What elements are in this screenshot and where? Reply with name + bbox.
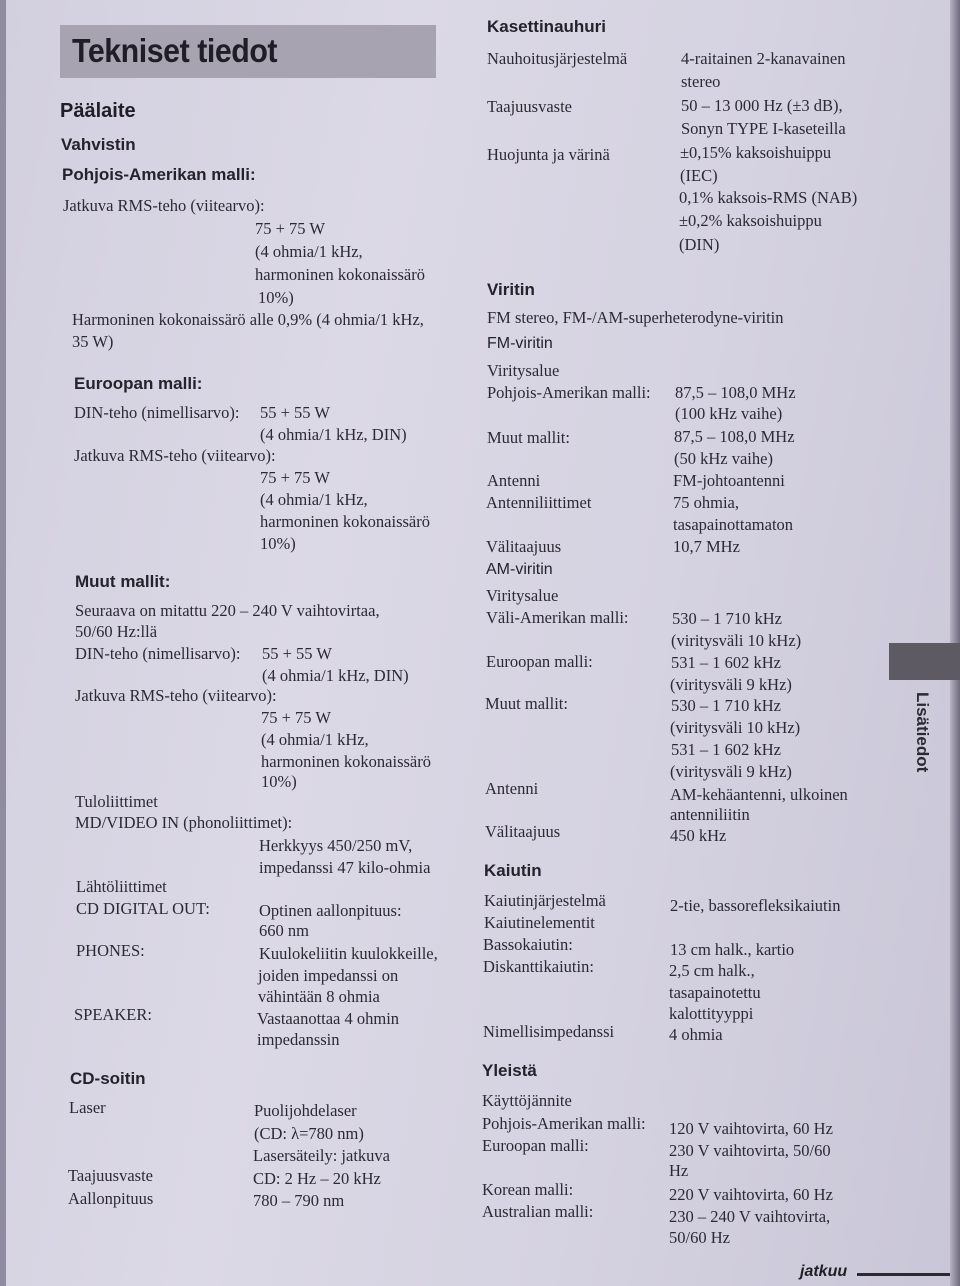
spec-value: 0,1% kaksois-RMS (NAB)	[679, 188, 858, 207]
spec-value: vähintään 8 ohmia	[258, 987, 380, 1006]
spec-label: Aallonpituus	[68, 1189, 154, 1208]
spec-value: kalottityyppi	[669, 1004, 754, 1023]
spec-label: Laser	[69, 1098, 106, 1117]
spec-label: Antenni	[487, 471, 541, 490]
spec-value: Lasersäteily: jatkuva	[253, 1146, 390, 1165]
spec-label: Pohjois-Amerikan malli:	[482, 1114, 646, 1133]
spec-label: Taajuusvaste	[68, 1166, 153, 1185]
spec-label: Muut mallit:	[485, 694, 568, 713]
heading-cd-player: CD-soitin	[70, 1069, 146, 1088]
spec-value: 87,5 – 108,0 MHz	[674, 427, 795, 446]
page-title: Tekniset tiedot	[72, 32, 278, 69]
spec-value: Kuulokeliitin kuulokkeille,	[259, 944, 438, 963]
spec-value: 50 – 13 000 Hz (±3 dB),	[681, 96, 843, 115]
spec-label: Viritysalue	[486, 586, 559, 605]
spec-value: (IEC)	[680, 166, 718, 185]
spec-label: Jatkuva RMS-teho (viitearvo):	[63, 196, 265, 215]
heading-paalaite: Päälaite	[60, 100, 136, 122]
spec-label: Huojunta ja värinä	[487, 145, 610, 164]
spec-value: 75 ohmia,	[673, 493, 739, 512]
spec-label: Tuloliittimet	[75, 792, 158, 811]
spec-value: 4 ohmia	[669, 1025, 723, 1044]
spec-value: 4-raitainen 2-kanavainen	[681, 49, 846, 68]
spec-value: stereo	[681, 72, 721, 91]
spec-value: Sonyn TYPE I-kaseteilla	[681, 119, 846, 138]
spec-value: 530 – 1 710 kHz	[671, 696, 781, 715]
spec-label: Kaiutinjärjestelmä	[484, 891, 606, 910]
spec-value: 10%)	[258, 288, 294, 307]
spec-label: DIN-teho (nimellisarvo):	[75, 644, 241, 663]
spec-value: 660 nm	[259, 921, 309, 940]
spec-value: 75 + 75 W	[261, 708, 331, 727]
spec-value: 120 V vaihtovirta, 60 Hz	[669, 1119, 833, 1138]
spec-value: 75 + 75 W	[260, 468, 330, 487]
spec-value: 10,7 MHz	[673, 537, 740, 556]
spec-label: Nimellisimpedanssi	[483, 1022, 615, 1041]
spec-label: Antenniliittimet	[486, 493, 592, 512]
spec-value: impedanssi 47 kilo-ohmia	[259, 858, 431, 877]
spec-note: Harmoninen kokonaissärö alle 0,9% (4 ohmia/1 kHz,	[72, 310, 424, 329]
side-tab-marker	[889, 643, 960, 680]
spec-value: 2,5 cm halk.,	[669, 961, 755, 980]
spec-label: Muut mallit:	[487, 428, 570, 447]
side-tab-label: Lisätiedot	[913, 692, 932, 773]
heading-cassette: Kasettinauhuri	[487, 17, 607, 36]
spec-label: Diskanttikaiutin:	[483, 957, 594, 976]
spec-label: Jatkuva RMS-teho (viitearvo):	[74, 446, 276, 465]
spec-label: Pohjois-Amerikan malli:	[487, 383, 651, 402]
spec-value: (viritysväli 10 kHz)	[670, 718, 801, 737]
spec-label: Jatkuva RMS-teho (viitearvo):	[75, 686, 277, 705]
spec-label: Antenni	[485, 779, 539, 798]
spec-value: (4 ohmia/1 kHz,	[255, 242, 363, 261]
heading-other-models: Muut mallit:	[75, 572, 171, 591]
spec-label: Euroopan malli:	[486, 652, 593, 671]
spec-value: 10%)	[261, 772, 297, 791]
spec-value: 13 cm halk., kartio	[670, 940, 795, 959]
spec-label: Euroopan malli:	[482, 1136, 589, 1155]
heading-eu-model: Euroopan malli:	[74, 374, 203, 393]
heading-fm: FM-viritin	[487, 335, 553, 352]
spec-label: Bassokaiutin:	[483, 935, 573, 954]
spec-label: Viritysalue	[487, 361, 560, 380]
spec-value: 780 – 790 nm	[253, 1191, 345, 1210]
heading-tuner: Viritin	[487, 280, 535, 299]
continued-rule	[857, 1273, 950, 1276]
spec-label: Välitaajuus	[485, 822, 561, 841]
spec-value: 220 V vaihtovirta, 60 Hz	[669, 1185, 833, 1204]
continued-label: jatkuu	[800, 1263, 848, 1280]
spec-value: (viritysväli 9 kHz)	[670, 675, 792, 694]
spec-value: impedanssin	[257, 1030, 340, 1049]
spec-label: MD/VIDEO IN (phonoliittimet):	[75, 813, 293, 832]
spec-note: FM stereo, FM-/AM-superheterodyne-viritin	[487, 308, 784, 327]
spec-value: AM-kehäantenni, ulkoinen	[670, 785, 848, 804]
spec-value: 50/60 Hz	[669, 1228, 730, 1247]
spec-label: Väli-Amerikan malli:	[486, 608, 629, 627]
spec-label: Nauhoitusjärjestelmä	[487, 49, 628, 68]
spec-label: Australian malli:	[482, 1202, 594, 1221]
spec-value: (DIN)	[679, 235, 720, 254]
spec-value: Optinen aallonpituus:	[259, 901, 402, 920]
spec-value: joiden impedanssi on	[258, 966, 399, 985]
spec-value: 10%)	[260, 534, 296, 553]
spec-value: harmoninen kokonaissärö	[255, 265, 426, 284]
spec-value: 230 – 240 V vaihtovirta,	[669, 1207, 831, 1226]
spec-value: FM-johtoantenni	[673, 471, 785, 490]
heading-vahvistin: Vahvistin	[61, 135, 136, 154]
spec-value: (100 kHz vaihe)	[675, 404, 783, 423]
spec-value: (4 ohmia/1 kHz,	[261, 730, 369, 749]
spec-value: Vastaanottaa 4 ohmin	[257, 1009, 400, 1028]
spec-value: Hz	[669, 1161, 689, 1180]
spec-value: (viritysväli 9 kHz)	[670, 762, 792, 781]
spec-value: Herkkyys 450/250 mV,	[259, 836, 413, 855]
heading-na-model: Pohjois-Amerikan malli:	[62, 165, 256, 184]
spec-value: 55 + 55 W	[260, 403, 330, 422]
heading-speaker: Kaiutin	[484, 861, 542, 880]
heading-general: Yleistä	[482, 1061, 537, 1080]
spec-label: Kaiutinelementit	[484, 913, 595, 932]
spec-value: (4 ohmia/1 kHz, DIN)	[260, 425, 407, 444]
spec-label: CD DIGITAL OUT:	[76, 899, 210, 918]
spec-value: harmoninen kokonaissärö	[260, 512, 431, 531]
spec-value: CD: 2 Hz – 20 kHz	[253, 1169, 381, 1188]
spec-value: 230 V vaihtovirta, 50/60	[669, 1141, 831, 1160]
spec-value: 87,5 – 108,0 MHz	[675, 383, 796, 402]
spec-value: tasapainotettu	[669, 983, 761, 1002]
spec-label: PHONES:	[76, 941, 145, 960]
spec-label: SPEAKER:	[74, 1005, 152, 1024]
spec-value: antenniliitin	[670, 805, 750, 824]
spec-note: Seuraava on mitattu 220 – 240 V vaihtovirtaa,	[75, 601, 380, 620]
spec-value: (CD: λ=780 nm)	[254, 1124, 364, 1143]
spec-value: ±0,2% kaksoishuippu	[679, 211, 822, 230]
spec-label: Taajuusvaste	[487, 97, 572, 116]
spec-value: (4 ohmia/1 kHz,	[260, 490, 368, 509]
spec-note: 35 W)	[72, 332, 114, 351]
spec-note: 50/60 Hz:llä	[75, 622, 158, 641]
spec-value: tasapainottamaton	[673, 515, 794, 534]
spec-value: 531 – 1 602 kHz	[671, 740, 781, 759]
spec-label: Korean malli:	[482, 1180, 574, 1199]
heading-am: AM-viritin	[486, 561, 553, 578]
spec-label: Lähtöliittimet	[76, 877, 167, 896]
spec-label: Käyttöjännite	[482, 1091, 572, 1110]
spec-label: DIN-teho (nimellisarvo):	[74, 403, 240, 422]
spec-value: Puolijohdelaser	[254, 1101, 357, 1120]
spec-value: ±0,15% kaksoishuippu	[680, 143, 832, 162]
spec-value: harmoninen kokonaissärö	[261, 752, 432, 771]
spec-value: 55 + 55 W	[262, 644, 332, 663]
spec-value: 530 – 1 710 kHz	[672, 609, 782, 628]
spec-value: 531 – 1 602 kHz	[671, 653, 781, 672]
spec-value: 2-tie, bassorefleksikaiutin	[670, 896, 841, 915]
spec-value: 450 kHz	[670, 826, 727, 845]
spec-value: (50 kHz vaihe)	[674, 449, 773, 468]
spec-value: (viritysväli 10 kHz)	[671, 631, 802, 650]
page-edge-left	[0, 0, 6, 1286]
spec-value: 75 + 75 W	[255, 219, 325, 238]
spec-value: (4 ohmia/1 kHz, DIN)	[262, 666, 409, 685]
spec-label: Välitaajuus	[486, 537, 562, 556]
